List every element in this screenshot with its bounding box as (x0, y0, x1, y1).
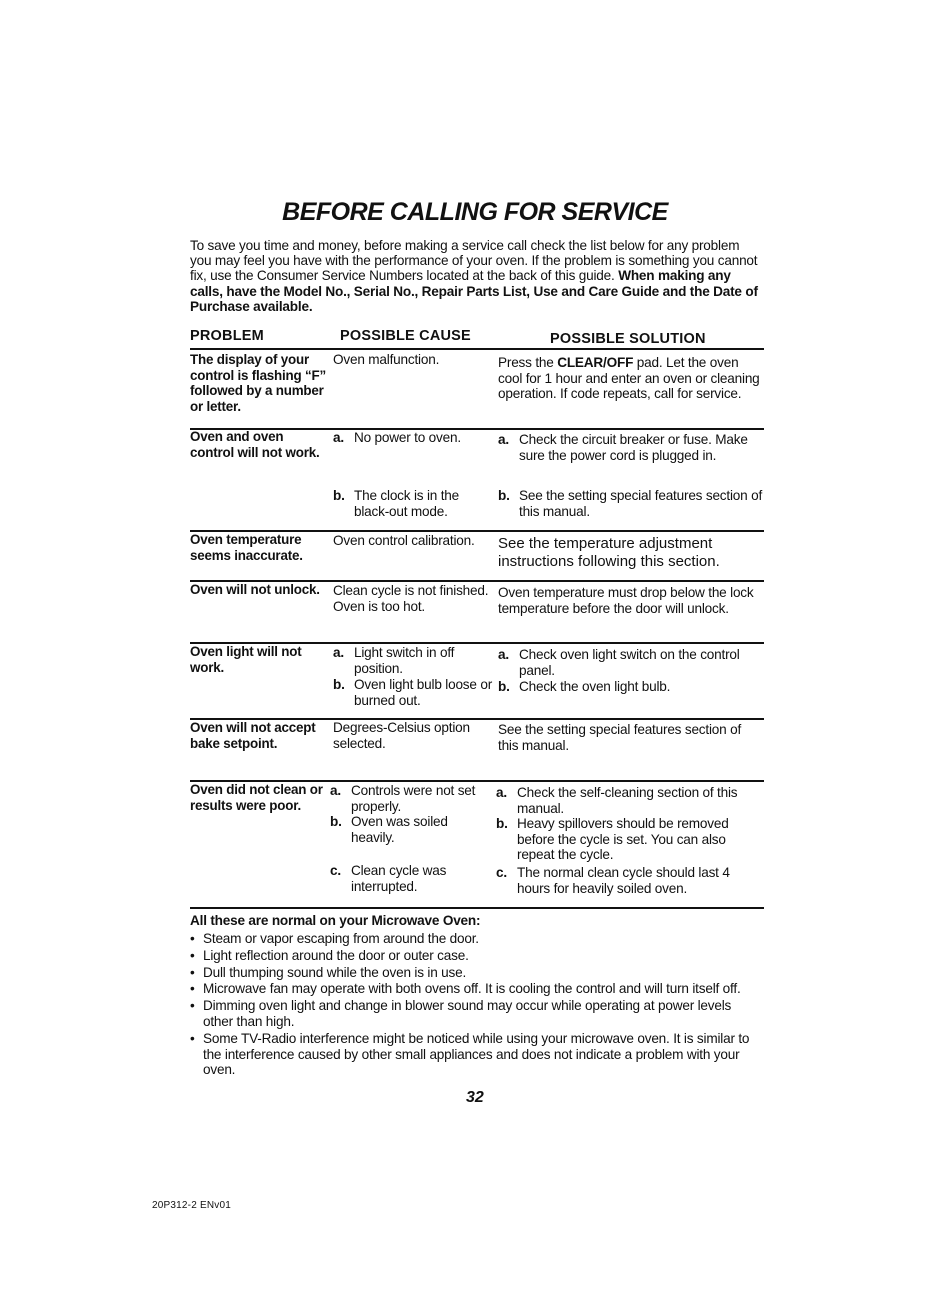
solution-item-text: Check the oven light bulb. (519, 679, 671, 694)
column-header-cause: POSSIBLE CAUSE (340, 328, 471, 344)
item-marker: b. (333, 488, 345, 503)
cause-item (333, 430, 495, 446)
solution-text-part: pad. Let the oven cool for 1 hour and enter an oven or cleaning operation. If code repeats, call for service. (498, 355, 760, 401)
solution-item (496, 865, 762, 896)
page-number: 32 (466, 1089, 484, 1106)
list-item (190, 1031, 755, 1078)
problem-text: Oven will not accept bake setpoint. (190, 720, 316, 751)
item-marker: b. (498, 679, 510, 694)
item-marker: b. (496, 816, 508, 831)
solution-item (496, 785, 762, 816)
item-marker: c. (330, 863, 341, 878)
page-title: BEFORE CALLING FOR SERVICE (282, 198, 668, 226)
cause-item-text: No power to oven. (354, 430, 461, 445)
list-item-text: Microwave fan may operate with both ovens off. It is cooling the control and will turn itself off. (203, 981, 741, 997)
bullet-icon: • (190, 981, 195, 997)
bullet-icon: • (190, 1030, 195, 1046)
solution-text (498, 355, 764, 402)
solution-item (498, 488, 764, 519)
solution-item-text: Check the circuit breaker or fuse. Make sure the power cord is plugged in. (519, 432, 748, 463)
cause-text: Clean cycle is not finished. Oven is too hot. (333, 583, 489, 614)
intro-paragraph (190, 238, 762, 314)
cause-item (330, 783, 492, 814)
problem-text: Oven temperature seems inaccurate. (190, 532, 303, 563)
cause-item (333, 645, 495, 676)
item-marker: c. (496, 865, 507, 880)
problem-text: The display of your control is flashing “F” followed by a number or letter. (190, 352, 327, 414)
bullet-icon: • (190, 998, 195, 1014)
problem-text: Oven light will not work. (190, 644, 302, 675)
bullet-icon: • (190, 964, 195, 980)
cause-item (330, 814, 492, 845)
cause-item-text: Oven was soiled heavily. (351, 814, 448, 845)
item-marker: a. (333, 430, 344, 445)
bullet-icon: • (190, 947, 195, 963)
cause-item-text: The clock is in the black-out mode. (354, 488, 459, 519)
list-item-text: Steam or vapor escaping from around the door. (203, 931, 479, 946)
cause-item-text: Controls were not set properly. (351, 783, 476, 814)
list-item (190, 948, 755, 964)
solution-text: See the temperature adjustment instructions following this section. (498, 535, 720, 570)
item-marker: a. (498, 647, 509, 662)
list-item-text: Dull thumping sound while the oven is in use. (203, 964, 467, 980)
list-item (190, 965, 755, 981)
row-divider (190, 348, 764, 350)
list-item-text: Dimming oven light and change in blower sound may occur while operating at power levels other than high. (203, 998, 732, 1029)
item-marker: b. (333, 677, 345, 692)
bullet-icon: • (190, 931, 195, 946)
item-marker: b. (498, 488, 510, 503)
normal-conditions-title: All these are normal on your Microwave Oven: (190, 913, 481, 928)
column-header-problem: PROBLEM (190, 328, 264, 344)
intro-bold-note: When making any calls, have the Model No., Serial No., Repair Parts List, Use and Care Guide and the Date of Purchase available. (190, 268, 758, 314)
column-header-solution: POSSIBLE SOLUTION (550, 331, 706, 347)
list-item-text: Some TV-Radio interference might be noticed while using your microwave oven. It is similar to the interference caused by other small appliances and does not indicate a problem with your oven. (203, 1030, 750, 1078)
item-marker: a. (498, 432, 509, 447)
problem-text: Oven will not unlock. (190, 582, 320, 597)
document-code: 20P312-2 ENv01 (152, 1200, 231, 1211)
solution-item (498, 679, 764, 695)
item-marker: b. (330, 814, 342, 829)
normal-conditions-list (190, 931, 755, 1079)
cause-item-text: Light switch in off position. (354, 645, 455, 676)
solution-item-text: Check oven light switch on the control panel. (519, 647, 740, 678)
item-marker: a. (330, 783, 341, 798)
table-bottom-rule (190, 907, 764, 909)
solution-item-text: Heavy spillovers should be removed before the cycle is set. You can also repeat the cycle. (517, 816, 729, 862)
solution-item-text: The normal clean cycle should last 4 hours for heavily soiled oven. (517, 865, 730, 896)
intro-text: To save you time and money, before making a service call check the list below for any problem you may feel you have with the performance of your oven. If the problem is something you cannot fix, use the Consumer Service Numbers located at the back of this guide. (190, 238, 758, 284)
solution-item-text: Check the self-cleaning section of this manual. (517, 785, 738, 816)
list-item (190, 998, 755, 1030)
solution-item (498, 432, 764, 463)
cause-item (330, 863, 492, 894)
problem-text: Oven and oven control will not work. (190, 429, 320, 460)
solution-item (498, 647, 764, 678)
solution-text: Oven temperature must drop below the lock temperature before the door will unlock. (498, 585, 754, 616)
list-item (190, 981, 755, 997)
solution-item-text: See the setting special features section of this manual. (519, 488, 763, 519)
item-marker: a. (333, 645, 344, 660)
solution-text-part: Press the (498, 355, 558, 370)
cause-item (333, 677, 495, 708)
cause-item-text: Clean cycle was interrupted. (351, 863, 447, 894)
solution-item (496, 816, 762, 863)
item-marker: a. (496, 785, 507, 800)
clear-off-pad-label: CLEAR/OFF (557, 355, 634, 370)
cause-text: Oven control calibration. (333, 533, 475, 548)
cause-text: Degrees-Celsius option selected. (333, 720, 470, 751)
problem-text: Oven did not clean or results were poor. (190, 782, 323, 813)
list-item (190, 931, 755, 947)
cause-item (333, 488, 495, 519)
cause-text: Oven malfunction. (333, 352, 440, 367)
list-item-text: Light reflection around the door or outer case. (203, 947, 469, 963)
solution-text: See the setting special features section of this manual. (498, 722, 742, 753)
cause-item-text: Oven light bulb loose or burned out. (354, 677, 493, 708)
